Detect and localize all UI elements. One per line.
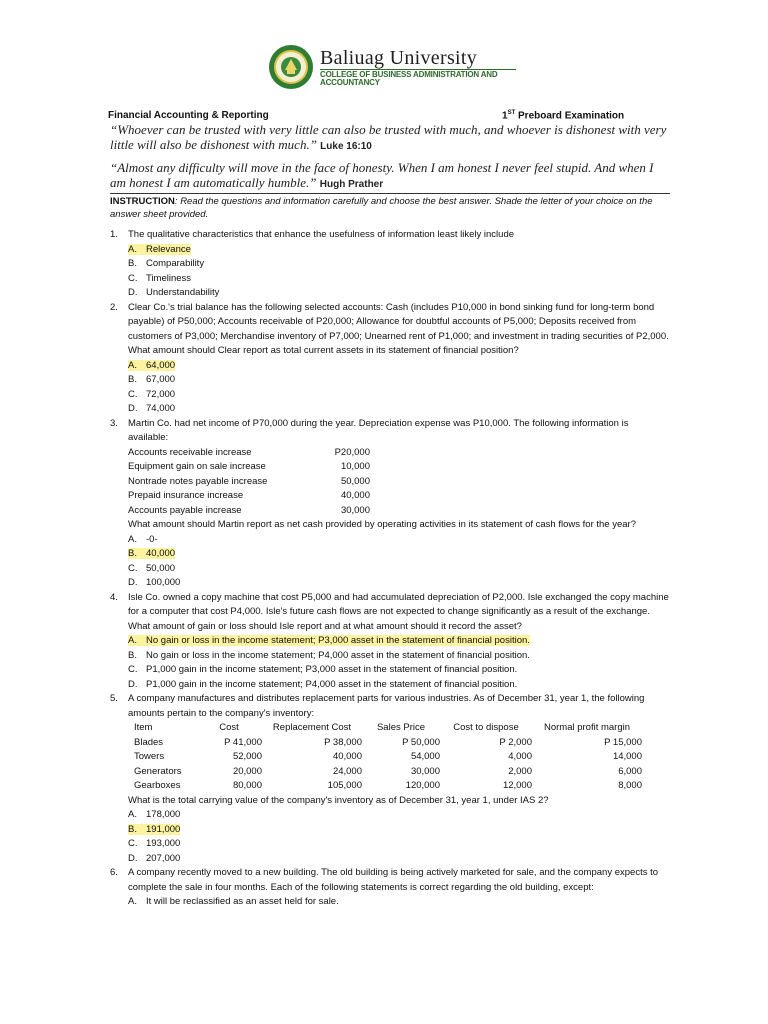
- table-row: Accounts payable increase 30,000: [128, 504, 370, 516]
- question-text-2: What amount should Martin report as net cash provided by operating activities in its statement of cash flows for the year?: [128, 519, 636, 530]
- instruction: INSTRUCTION: Read the questions and information carefully and choose the best answer. Shade the letter of your choice on the answer sheet provided.: [110, 196, 653, 220]
- option-d[interactable]: D. 207,000: [128, 852, 181, 864]
- university-name: Baliuag University: [320, 47, 478, 69]
- option-d[interactable]: D. 74,000: [128, 403, 176, 414]
- divider: [110, 193, 670, 194]
- info-table: [128, 446, 370, 519]
- option-c[interactable]: C. 193,000: [128, 838, 181, 849]
- option-list: [128, 359, 670, 417]
- option-a[interactable]: A. Relevance: [128, 243, 191, 255]
- option-list: [128, 634, 670, 692]
- table-row: Towers 52,000 40,000 54,000 4,000 14,000: [134, 751, 642, 762]
- question-text: A company manufactures and distributes replacement parts for various industries. As of December 31, year 1, the following amounts pertain to the company's inventory:: [128, 693, 645, 719]
- table-row: Prepaid insurance increase 40,000: [128, 490, 370, 501]
- table-row: Gearboxes 80,000 105,000 120,000 12,000 8,000: [134, 780, 642, 791]
- option-c[interactable]: C. Timeliness: [128, 272, 192, 284]
- question-6: 6. A company recently moved to a new building. The old building is being actively marketed for sale, and the company expects to complete the sale in four months. Each of the following statements is correct regarding the old building, except: A. It will be reclassified as an asset held for sale.: [110, 866, 670, 910]
- quote-2-source: Hugh Prather: [319, 179, 384, 190]
- question-3: 3. Martin Co. had net income of P70,000 during the year. Depreciation expense was P10,000. The following information is available: Accounts receivable increase P20,000 Equipment gain on sale increase 10,000 Nontrade notes payable increase 50,000 Prepaid insurance increase 40,000 Accounts payable increase 30,000 What amount should Martin report as net cash provided by operating activities in its statement of cash flows for the year? A. -0- B. 40,000 C. 50,000 D. 100,000: [110, 417, 670, 591]
- question-text: A company recently moved to a new building. The old building is being actively marketed for sale, and the company expects to complete the sale in four months. Each of the following statements is correct regarding the old building, except:: [128, 867, 659, 893]
- university-seal-icon: [268, 44, 314, 90]
- option-list: [128, 808, 670, 866]
- option-b[interactable]: B. 40,000: [128, 548, 176, 559]
- question-4: 4. Isle Co. owned a copy machine that cost P5,000 and had accumulated depreciation of P2,000. Isle exchanged the copy machine for a computer that cost P4,000. Isle's future cash flows are not expected to change significantly as a result of the exchange. What amount of gain or loss should Isle report and at what amount should it record the asset? A. No gain or loss in the income statement; P3,000 asset in the statement of financial position. B. No gain or loss in the income statement; P4,000 asset in the statement of financial position. C. P1,000 gain in the income statement; P3,000 asset in the statement of financial position. D. P1,000 gain in the income statement; P4,000 asset in the statement of financial position.: [110, 591, 670, 693]
- table-row: Accounts receivable increase P20,000: [128, 446, 370, 458]
- option-c[interactable]: C. P1,000 gain in the income statement; P3,000 asset in the statement of financial position.: [128, 664, 518, 675]
- option-a[interactable]: A. 178,000: [128, 809, 181, 820]
- table-row: Generators 20,000 24,000 30,000 2,000 6,000: [134, 765, 642, 777]
- university-logo: [268, 44, 516, 90]
- questions: [110, 228, 670, 910]
- option-d[interactable]: D. P1,000 gain in the income statement; P4,000 asset in the statement of financial position.: [128, 678, 518, 690]
- college-name: COLLEGE OF BUSINESS ADMINISTRATION AND ACCOUNTANCY: [320, 69, 516, 87]
- quote-1: “Whoever can be trusted with very little can also be trusted with much, and whoever is dishonest with very little will also be dishonest with much.” Luke 16:10: [110, 122, 667, 152]
- question-5: 5. A company manufactures and distributes replacement parts for various industries. As of December 31, year 1, the following amounts pertain to the company's inventory: Item Cost Replacement Cost Sales Price Cost to dispose Normal profit margin Blades P 41,000 P 38,000 P 50,000 P 2,000 P 15,000 Towers 52,000 40,000 54,000 4,000 14,000 Generators 20,000 24,000 30,000 2,000 6,000 Gearboxes 80,000 105,000 120,000 12,000 8,000 What is the total carrying value of the company's inventory as of December 31, year 1, under IAS 2? A. 178,000 B. 191,000 C. 193,000 D. 207,000: [110, 692, 670, 866]
- table-row: Nontrade notes payable increase 50,000: [128, 475, 370, 487]
- quote-1-source: Luke 16:10: [320, 141, 372, 152]
- option-c[interactable]: C. 72,000: [128, 388, 176, 400]
- option-list: [128, 533, 670, 591]
- table-header: Item Cost Replacement Cost Sales Price Cost to dispose Normal profit margin: [134, 722, 631, 733]
- option-a[interactable]: A. No gain or loss in the income statement; P3,000 asset in the statement of financial position.: [128, 635, 530, 646]
- option-b[interactable]: B. Comparability: [128, 258, 205, 269]
- option-d[interactable]: D. 100,000: [128, 577, 181, 588]
- option-list: [128, 895, 670, 910]
- question-text: Isle Co. owned a copy machine that cost P5,000 and had accumulated depreciation of P2,000. Isle exchanged the copy machine for a computer that cost P4,000. Isle's future cash flows are not expected to change significantly as a result of the exchange. What amount of gain or loss should Isle report and at what amount should it record the asset?: [128, 591, 669, 632]
- question-text: Clear Co.'s trial balance has the following selected accounts: Cash (includes P10,000 in bond sinking fund for long-term bond payable) of P50,000; Accounts receivable of P20,000; Allowance for doubtful accounts of P5,000; Deposits received from customers of P3,000; Merchandise inventory of P7,000; Unearned rent of P1,000; and investment in trading securities of P2,000. What amount should Clear report as total current assets in its statement of financial position?: [128, 301, 669, 356]
- question-1: 1. The qualitative characteristics that enhance the usefulness of information least likely include A. Relevance B. Comparability C. Timeliness D. Understandability: [110, 228, 670, 301]
- table-row: Equipment gain on sale increase 10,000: [128, 461, 370, 472]
- option-b[interactable]: B. 67,000: [128, 374, 176, 385]
- question-2: 2. Clear Co.'s trial balance has the following selected accounts: Cash (includes P10,000 in bond sinking fund for long-term bond payable) of P50,000; Accounts receivable of P20,000; Allowance for doubtful accounts of P5,000; Deposits received from customers of P3,000; Merchandise inventory of P7,000; Unearned rent of P1,000; and investment in trading securities of P2,000. What amount should Clear report as total current assets in its statement of financial position? A. 64,000 B. 67,000 C. 72,000 D. 74,000: [110, 301, 670, 417]
- question-text: The qualitative characteristics that enhance the usefulness of information least likely include: [128, 229, 515, 240]
- quote-2: “Almost any difficulty will move in the face of honesty. When I am honest I never feel stupid. And when I am honest I am automatically humble.” Hugh Prather: [110, 160, 654, 190]
- option-a[interactable]: A. -0-: [128, 533, 158, 545]
- inventory-table: [134, 721, 642, 794]
- option-a[interactable]: A. 64,000: [128, 359, 176, 371]
- option-b[interactable]: B. 191,000: [128, 823, 181, 835]
- option-c[interactable]: C. 50,000: [128, 562, 176, 574]
- subject-title: Financial Accounting & Reporting: [108, 110, 269, 121]
- table-row: Blades P 41,000 P 38,000 P 50,000 P 2,000 P 15,000: [134, 736, 642, 748]
- option-b[interactable]: B. No gain or loss in the income statement; P4,000 asset in the statement of financial position.: [128, 649, 530, 661]
- question-text: Martin Co. had net income of P70,000 during the year. Depreciation expense was P10,000. The following information is available:: [128, 417, 629, 443]
- option-a[interactable]: A. It will be reclassified as an asset held for sale.: [128, 896, 339, 907]
- question-text-2: What is the total carrying value of the company's inventory as of December 31, year 1, under IAS 2?: [128, 794, 549, 806]
- option-list: [128, 243, 670, 301]
- option-d[interactable]: D. Understandability: [128, 287, 220, 298]
- exam-title: 1ST Preboard Examination: [502, 110, 625, 122]
